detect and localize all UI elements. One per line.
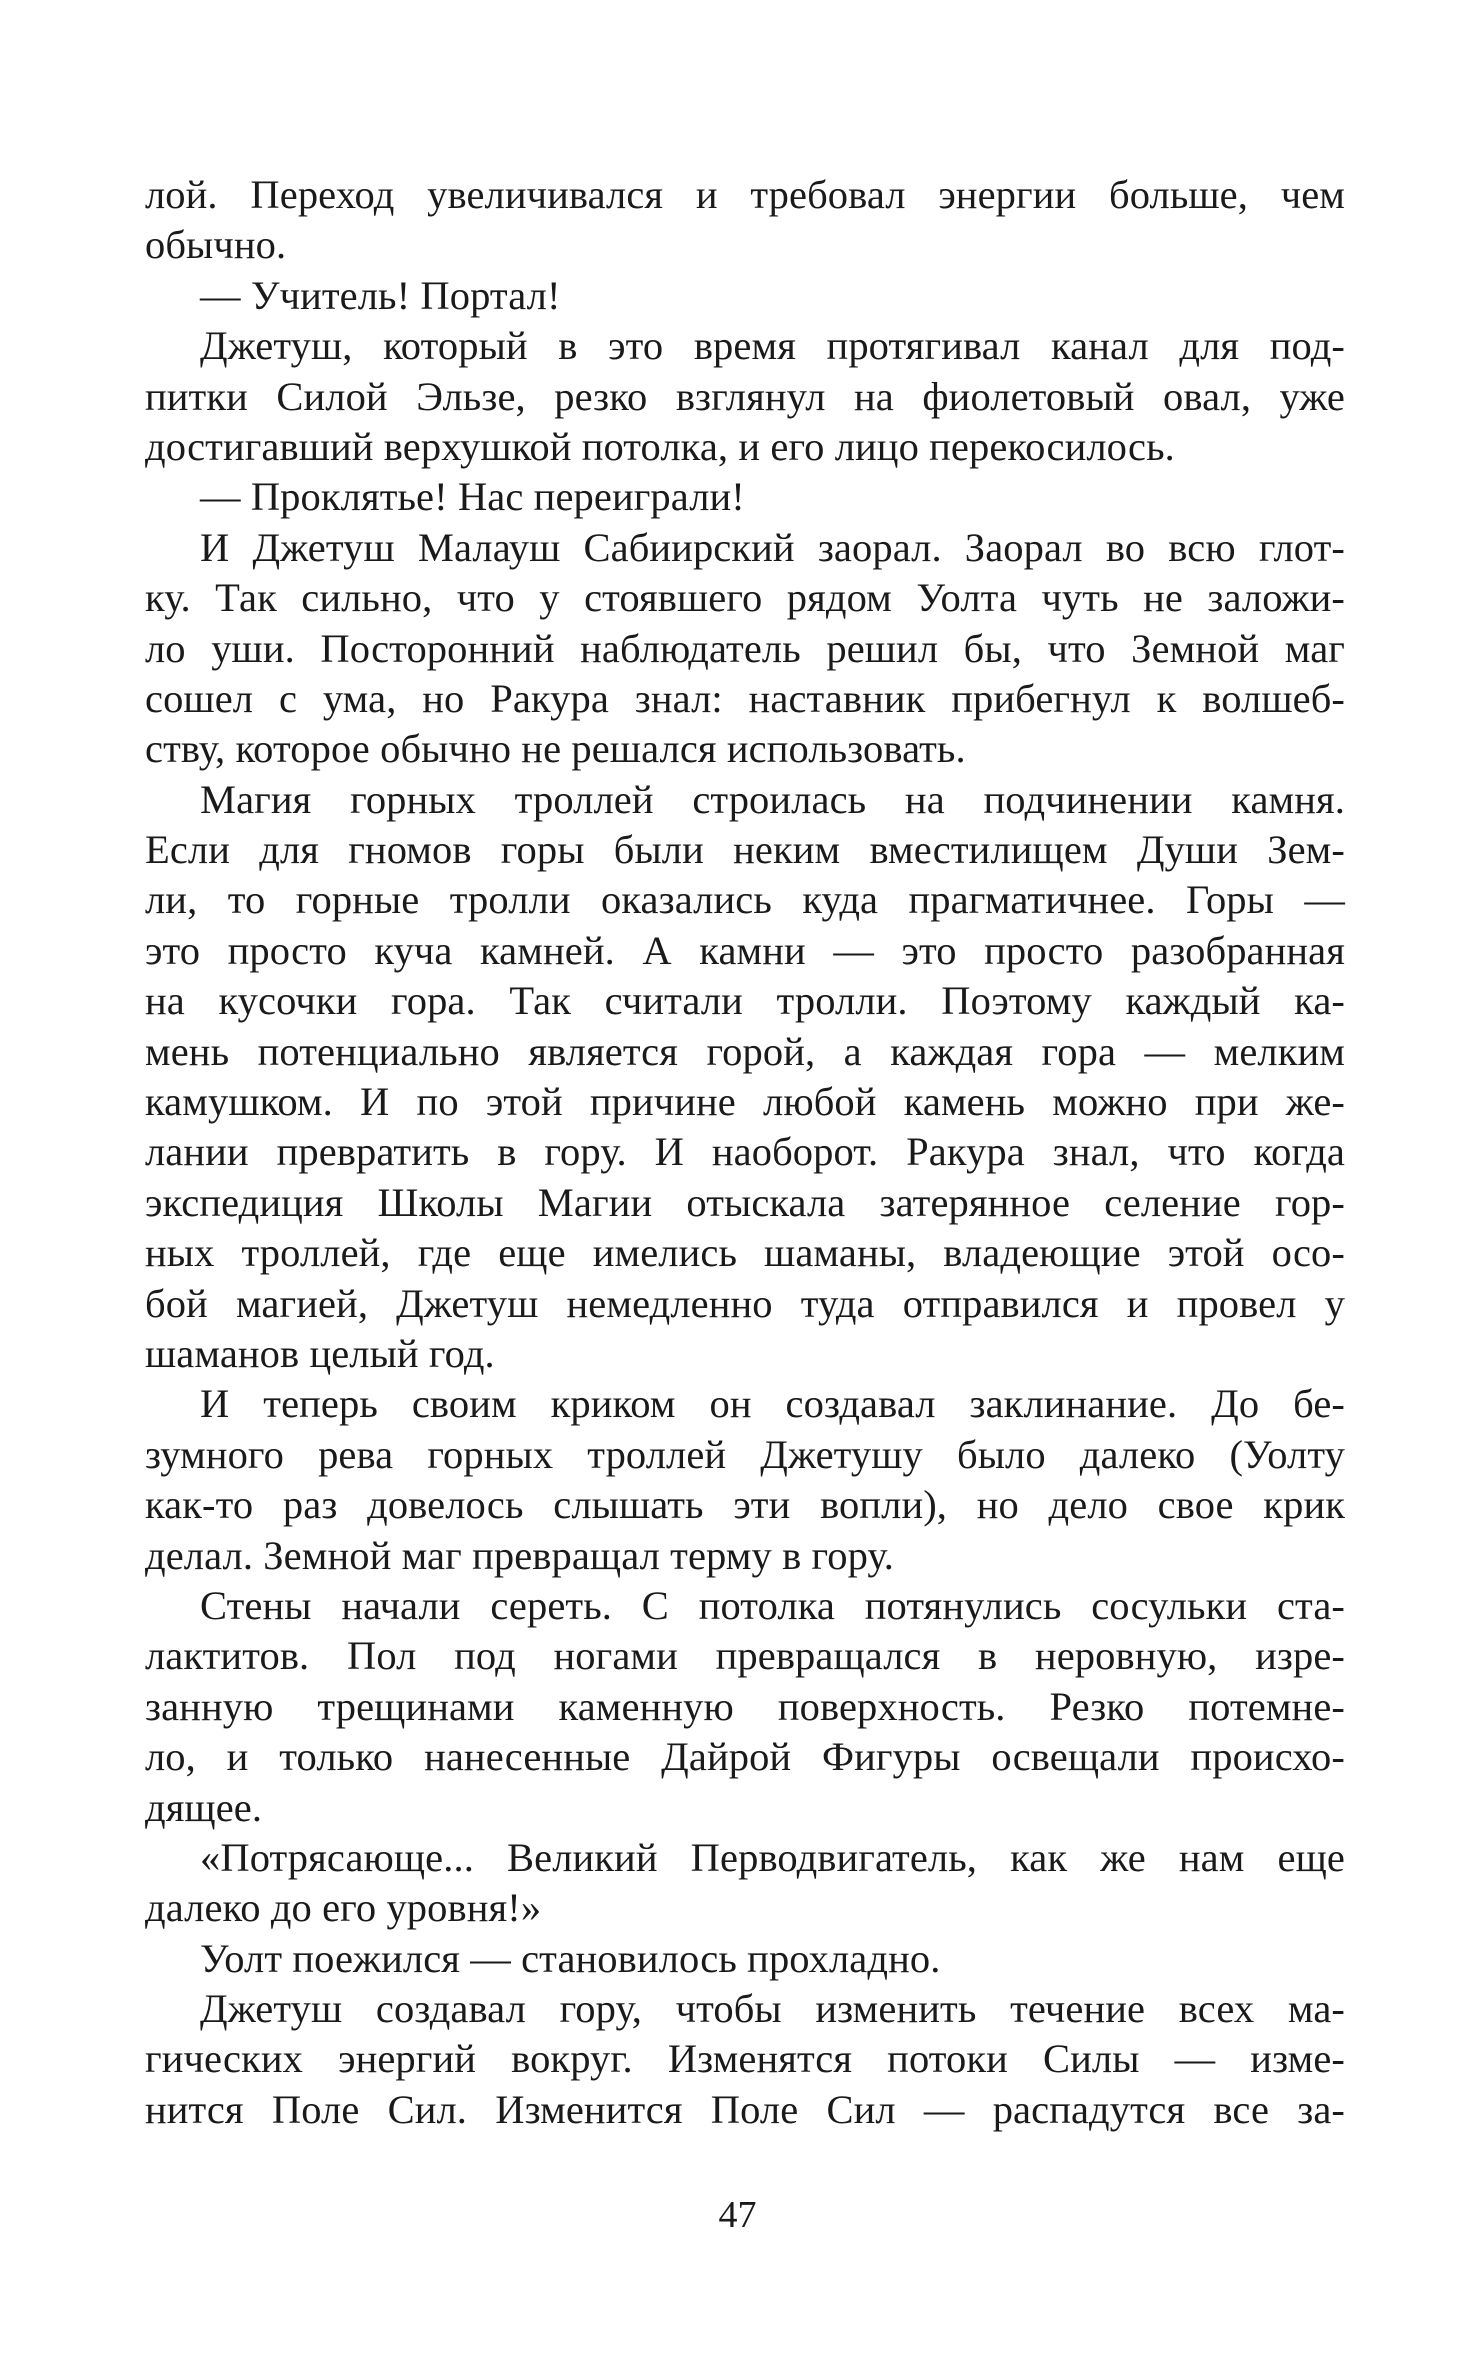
text-line: камушком. И по этой причине любой камень можно при же- xyxy=(145,1079,1345,1125)
text-line: нится Поле Сил. Изменится Поле Сил — распадутся все за- xyxy=(145,2086,1345,2132)
text-line: далеко до его уровня!» xyxy=(145,1885,542,1931)
text-line: бой магией, Джетуш немедленно туда отправился и провел у xyxy=(145,1280,1345,1326)
text-line: делал. Земной маг превращал терму в гору. xyxy=(145,1532,894,1578)
text-line: шаманов целый год. xyxy=(145,1330,495,1376)
body-text xyxy=(145,170,1345,2135)
text-line: лании превратить в гору. И наоборот. Ракура знал, что когда xyxy=(145,1129,1345,1175)
text-line: ству, которое обычно не решался использовать. xyxy=(145,726,966,772)
text-line: экспедиция Школы Магии отыскала затерянное селение гор- xyxy=(145,1179,1345,1225)
text-line: И Джетуш Малауш Сабиирский заорал. Заорал во всю глот- xyxy=(200,524,1345,570)
text-line: зумного рева горных троллей Джетушу было далеко (Уолту xyxy=(145,1431,1345,1477)
text-line: на кусочки гора. Так считали тролли. Поэтому каждый ка- xyxy=(145,978,1345,1024)
text-line: «Потрясающе... Великий Перводвигатель, как же нам еще xyxy=(200,1834,1345,1880)
text-line: — Проклятье! Нас переиграли! xyxy=(200,474,745,520)
text-line: обычно. xyxy=(145,222,287,268)
text-line: мень потенциально является горой, а каждая гора — мелким xyxy=(145,1028,1345,1074)
text-line: — Учитель! Портал! xyxy=(200,272,561,318)
text-line: сошел с ума, но Ракура знал: наставник прибегнул к волшеб- xyxy=(145,675,1345,721)
text-line: Уолт поежился — становилось прохладно. xyxy=(200,1935,941,1981)
text-line: Джетуш создавал гору, чтобы изменить течение всех ма- xyxy=(200,1986,1345,2032)
text-line: достигавший верхушкой потолка, и его лицо перекосилось. xyxy=(145,423,1175,469)
text-line: гических энергий вокруг. Изменятся потоки Силы — изме- xyxy=(145,2036,1345,2082)
text-line: Стены начали сереть. С потолка потянулись сосульки ста- xyxy=(200,1582,1345,1628)
text-line: лактитов. Пол под ногами превращался в неровную, изре- xyxy=(145,1633,1345,1679)
text-line: ли, то горные тролли оказались куда прагматичнее. Горы — xyxy=(145,877,1345,923)
text-line: ку. Так сильно, что у стоявшего рядом Уолта чуть не заложи- xyxy=(145,575,1345,621)
text-line: Магия горных троллей строилась на подчинении камня. xyxy=(200,776,1345,822)
page-number: 47 xyxy=(718,2194,757,2236)
text-line: это просто куча камней. А камни — это просто разобранная xyxy=(145,927,1345,973)
text-line: ло, и только нанесенные Дайрой Фигуры освещали происхо- xyxy=(145,1734,1345,1780)
text-line: Если для гномов горы были неким вместилищем Души Зем- xyxy=(145,827,1345,873)
text-line: дящее. xyxy=(145,1784,263,1830)
text-line: питки Силой Эльзе, резко взглянул на фиолетовый овал, уже xyxy=(145,373,1345,419)
text-line: ных троллей, где еще имелись шаманы, владеющие этой осо- xyxy=(145,1230,1345,1276)
text-line: Джетуш, который в это время протягивал канал для под- xyxy=(200,323,1345,369)
text-line: лой. Переход увеличивался и требовал энергии больше, чем xyxy=(145,172,1345,217)
text-line: И теперь своим криком он создавал заклинание. До бе- xyxy=(200,1381,1345,1427)
text-line: как-то раз довелось слышать эти вопли), но дело свое крик xyxy=(145,1482,1345,1528)
text-line: занную трещинами каменную поверхность. Резко потемне- xyxy=(145,1683,1345,1729)
text-line: ло уши. Посторонний наблюдатель решил бы, что Земной маг xyxy=(145,625,1345,671)
